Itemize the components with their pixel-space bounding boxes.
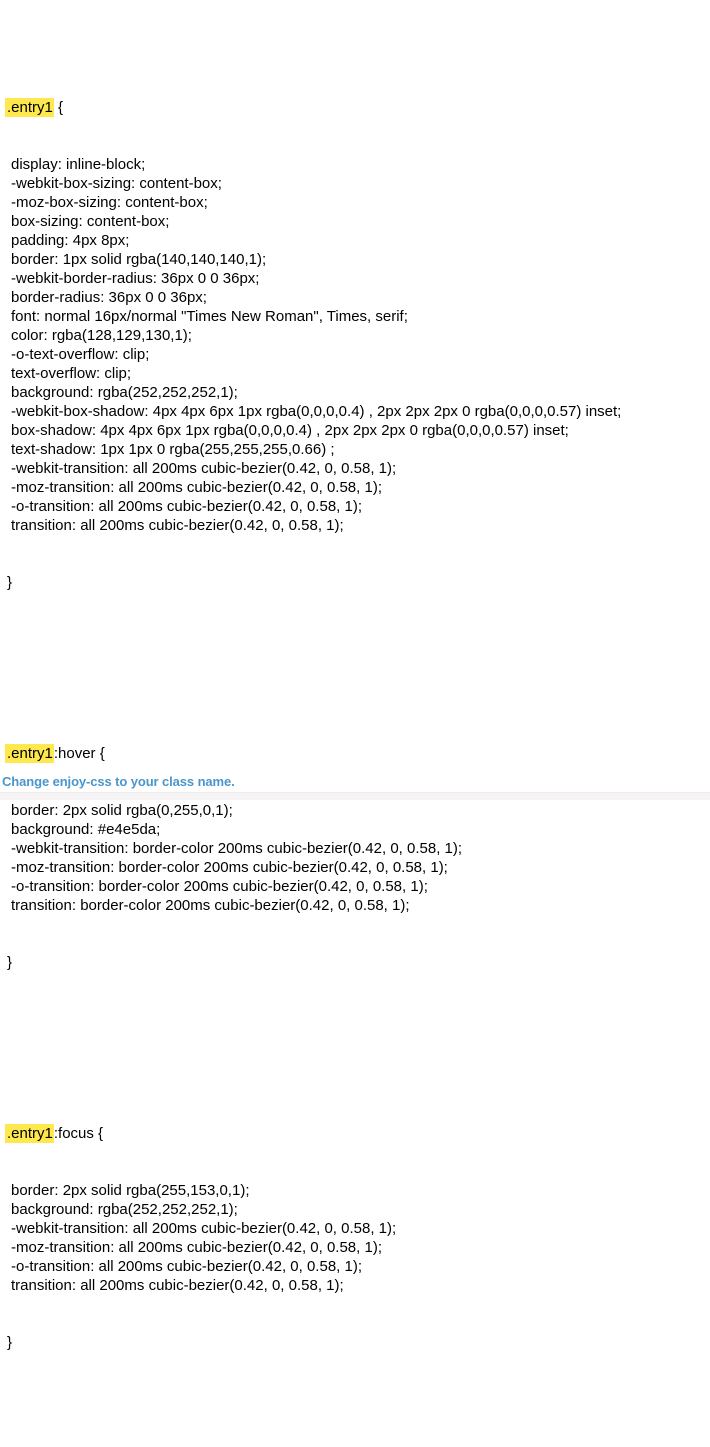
highlighted-class-name: .entry1 xyxy=(7,745,53,762)
css-property-line: -webkit-transition: border-color 200ms cubic-bezier(0.42, 0, 0.58, 1); xyxy=(11,840,463,857)
css-property-line: -moz-transition: all 200ms cubic-bezier(0.42, 0, 0.58, 1); xyxy=(11,479,382,496)
css-property-line: -webkit-box-shadow: 4px 4px 6px 1px rgba(0,0,0,0.4) , 2px 2px 2px 0 rgba(0,0,0,0.57) inset; xyxy=(11,403,622,420)
css-property-line: background: rgba(252,252,252,1); xyxy=(11,384,238,401)
css-property-line: transition: all 200ms cubic-bezier(0.42, 0, 0.58, 1); xyxy=(11,1277,344,1294)
css-property-line: transition: border-color 200ms cubic-bezier(0.42, 0, 0.58, 1); xyxy=(11,897,410,914)
css-property-line: box-shadow: 4px 4px 6px 1px rgba(0,0,0,0.4) , 2px 2px 2px 0 rgba(0,0,0,0.57) inset; xyxy=(11,422,569,439)
css-property-line: -moz-transition: all 200ms cubic-bezier(0.42, 0, 0.58, 1); xyxy=(11,1239,382,1256)
css-property-line: border: 1px solid rgba(140,140,140,1); xyxy=(11,251,267,268)
css-selector-line xyxy=(0,744,710,763)
css-property-line: color: rgba(128,129,130,1); xyxy=(11,327,192,344)
css-property-line: transition: all 200ms cubic-bezier(0.42, 0, 0.58, 1); xyxy=(11,517,344,534)
css-property-list xyxy=(0,801,710,915)
css-property-list xyxy=(0,1181,710,1295)
css-property-line: box-sizing: content-box; xyxy=(11,213,170,230)
class-name-hint-note: Change enjoy-css to your class name. xyxy=(2,774,235,789)
css-selector-line xyxy=(0,98,710,117)
css-property-line: background: #e4e5da; xyxy=(11,821,161,838)
highlighted-class-name: .entry1 xyxy=(7,99,53,116)
css-property-line: border: 2px solid rgba(255,153,0,1); xyxy=(11,1182,250,1199)
css-property-line: -o-transition: all 200ms cubic-bezier(0.42, 0, 0.58, 1); xyxy=(11,498,362,515)
highlighted-class-name: .entry1 xyxy=(7,1125,53,1142)
css-property-line: display: inline-block; xyxy=(11,156,146,173)
css-property-line: -webkit-transition: all 200ms cubic-bezier(0.42, 0, 0.58, 1); xyxy=(11,460,397,477)
css-property-line: border-radius: 36px 0 0 36px; xyxy=(11,289,207,306)
css-property-line: -moz-transition: border-color 200ms cubic-bezier(0.42, 0, 0.58, 1); xyxy=(11,859,448,876)
selector-suffix: { xyxy=(53,99,64,116)
selector-suffix: :hover { xyxy=(53,745,105,762)
closing-brace: } xyxy=(7,1334,13,1351)
css-property-line: text-overflow: clip; xyxy=(11,365,132,382)
css-rule-block-focus xyxy=(0,1086,710,1390)
css-selector-line xyxy=(0,1124,710,1143)
closing-brace: } xyxy=(7,954,13,971)
selector-suffix: :focus { xyxy=(53,1125,104,1142)
css-property-line: -o-transition: border-color 200ms cubic-bezier(0.42, 0, 0.58, 1); xyxy=(11,878,428,895)
css-property-line: -moz-box-sizing: content-box; xyxy=(11,194,208,211)
css-property-line: padding: 4px 8px; xyxy=(11,232,130,249)
bottom-divider-strip xyxy=(0,792,710,800)
closing-brace: } xyxy=(7,574,13,591)
css-property-line: border: 2px solid rgba(0,255,0,1); xyxy=(11,802,233,819)
css-property-line: text-shadow: 1px 1px 0 rgba(255,255,255,0.66) ; xyxy=(11,441,335,458)
css-property-line: font: normal 16px/normal "Times New Roman", Times, serif; xyxy=(11,308,408,325)
css-property-list xyxy=(0,155,710,535)
css-property-line: -o-transition: all 200ms cubic-bezier(0.42, 0, 0.58, 1); xyxy=(11,1258,362,1275)
css-rule-block-hover xyxy=(0,706,710,1010)
css-rule-block-base xyxy=(0,60,710,630)
css-property-line: -o-text-overflow: clip; xyxy=(11,346,150,363)
css-property-line: background: rgba(252,252,252,1); xyxy=(11,1201,238,1218)
css-property-line: -webkit-transition: all 200ms cubic-bezier(0.42, 0, 0.58, 1); xyxy=(11,1220,397,1237)
css-property-line: -webkit-border-radius: 36px 0 0 36px; xyxy=(11,270,260,287)
css-property-line: -webkit-box-sizing: content-box; xyxy=(11,175,222,192)
